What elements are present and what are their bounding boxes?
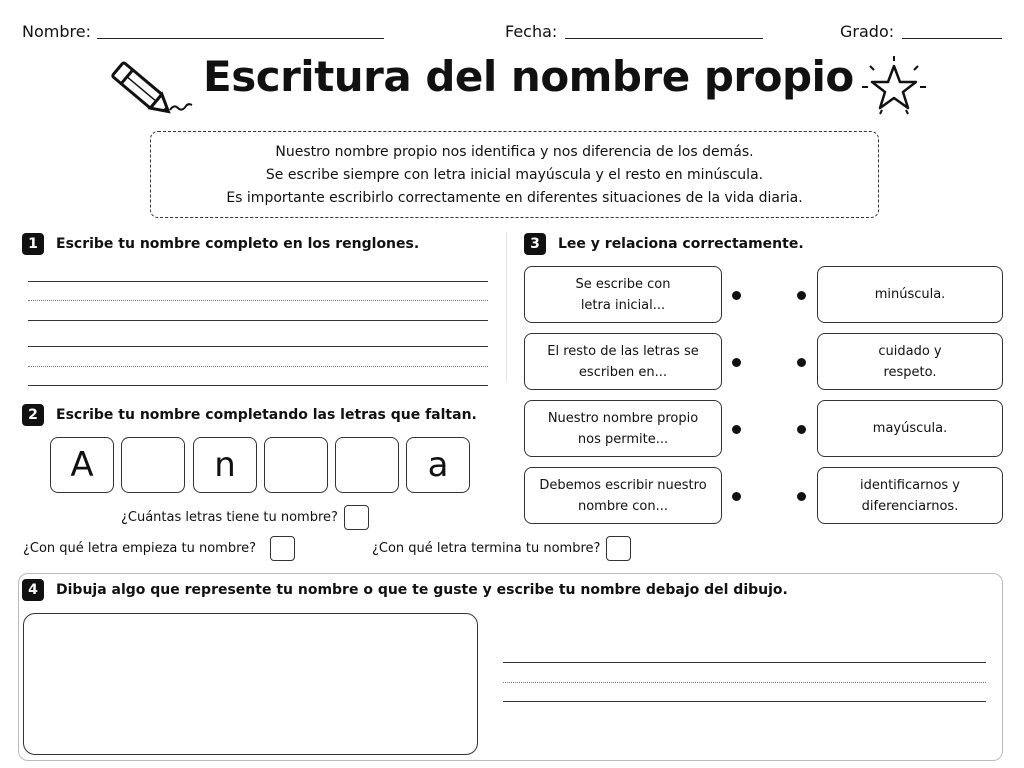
writing-guide-line — [28, 300, 488, 301]
last-letter-question — [372, 536, 631, 561]
match-dot-right[interactable] — [797, 358, 806, 367]
match-text: El resto de las letras se — [547, 343, 699, 359]
section-number: 4 — [22, 579, 44, 601]
intro-line: Nuestro nombre propio nos identifica y nos diferencia de los demás. — [275, 144, 754, 160]
letter-box[interactable] — [335, 437, 399, 493]
section-number: 1 — [22, 233, 44, 255]
section-title: Dibuja algo que represente tu nombre o que te guste y escribe tu nombre debajo del dibujo. — [56, 582, 788, 598]
section-4-header — [22, 579, 788, 601]
writing-guide-line — [503, 682, 986, 683]
section-title: Escribe tu nombre completando las letras que faltan. — [56, 407, 477, 423]
section-title: Lee y relaciona correctamente. — [558, 236, 804, 252]
section-number: 3 — [524, 233, 546, 255]
answer-box[interactable] — [606, 536, 631, 561]
section-title: Escribe tu nombre completo en los renglones. — [56, 236, 420, 252]
question-text: ¿Cuántas letras tiene tu nombre? — [121, 510, 338, 525]
match-text: Debemos escribir nuestro — [539, 477, 707, 493]
drawing-area[interactable] — [23, 613, 478, 755]
writing-line[interactable] — [28, 385, 488, 386]
match-dot-right[interactable] — [797, 425, 806, 434]
section-3-header — [524, 233, 804, 255]
writing-line[interactable] — [503, 701, 986, 702]
writing-line[interactable] — [503, 662, 986, 663]
answer-box[interactable] — [270, 536, 295, 561]
match-text: nos permite... — [577, 431, 669, 447]
section-1-header — [22, 233, 419, 255]
writing-guide-line — [28, 366, 488, 367]
grade-label: Grado: — [840, 22, 895, 41]
intro-box — [150, 131, 879, 218]
match-text: minúscula. — [874, 287, 946, 302]
letter-box[interactable]: a — [406, 437, 470, 493]
match-dot-right[interactable] — [797, 492, 806, 501]
pencil-icon — [104, 54, 200, 120]
match-text: identificarnos y — [859, 477, 961, 493]
writing-line[interactable] — [28, 346, 488, 347]
match-dot-right[interactable] — [797, 291, 806, 300]
date-field-line[interactable] — [565, 38, 763, 39]
match-right-item — [817, 333, 1003, 390]
match-dot-left[interactable] — [732, 425, 741, 434]
match-dot-left[interactable] — [732, 358, 741, 367]
match-left-item — [524, 467, 722, 524]
intro-line: Se escribe siempre con letra inicial mayúscula y el resto en minúscula. — [265, 167, 764, 183]
question-text: ¿Con qué letra termina tu nombre? — [372, 541, 601, 556]
name-field-line[interactable] — [97, 38, 384, 39]
match-text: nombre con... — [577, 498, 669, 514]
question-text: ¿Con qué letra empieza tu nombre? — [23, 541, 257, 556]
match-text: escriben en... — [578, 364, 668, 380]
letter-box[interactable] — [121, 437, 185, 493]
name-label: Nombre: — [22, 22, 91, 41]
answer-box[interactable] — [344, 505, 369, 530]
column-divider — [506, 232, 507, 382]
writing-line[interactable] — [28, 281, 488, 282]
grade-field-line[interactable] — [902, 38, 1002, 39]
match-dot-left[interactable] — [732, 492, 741, 501]
letter-count-question — [121, 505, 369, 530]
letter-box[interactable]: A — [50, 437, 114, 493]
match-text: Nuestro nombre propio — [547, 410, 699, 426]
match-dot-left[interactable] — [732, 291, 741, 300]
intro-line: Es importante escribirlo correctamente en diferentes situaciones de la vida diaria. — [226, 190, 803, 206]
match-text: respeto. — [883, 364, 937, 380]
match-text: letra inicial... — [580, 297, 666, 313]
match-right-item — [817, 400, 1003, 457]
writing-line[interactable] — [28, 320, 488, 321]
first-letter-question — [23, 536, 295, 561]
match-text: cuidado y — [878, 343, 942, 359]
star-icon — [858, 54, 930, 120]
match-right-item — [817, 266, 1003, 323]
match-text: diferenciarnos. — [861, 498, 959, 514]
letter-box[interactable] — [264, 437, 328, 493]
match-text: Se escribe con — [575, 276, 671, 292]
match-left-item — [524, 333, 722, 390]
match-text: mayúscula. — [872, 421, 948, 436]
date-label: Fecha: — [505, 22, 558, 41]
match-left-item — [524, 400, 722, 457]
match-right-item — [817, 467, 1003, 524]
section-2-header — [22, 404, 477, 426]
match-left-item — [524, 266, 722, 323]
section-number: 2 — [22, 404, 44, 426]
letter-box[interactable]: n — [193, 437, 257, 493]
page-title: Escritura del nombre propio — [203, 52, 854, 101]
